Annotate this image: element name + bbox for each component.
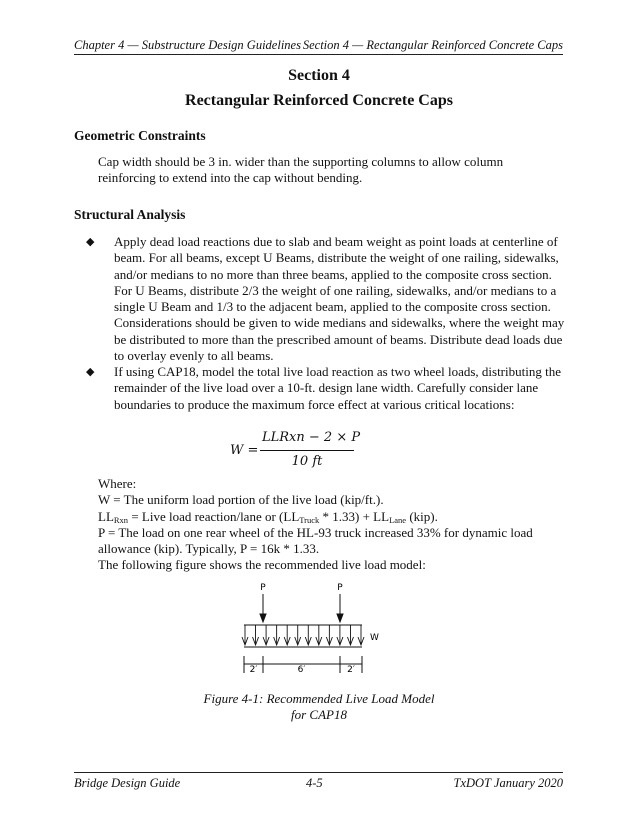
bullet-live-load-text: If using CAP18, model the total live load reaction as two wheel loads, distributing the remainder of the live load over a 10-ft. design lane width. Carefully consider lane boundaries to produce the maximum force effect at various critical locations:: [114, 364, 561, 412]
header-chapter: Chapter 4 — Substructure Design Guidelines: [74, 38, 301, 52]
section-title: Rectangular Reinforced Concrete Caps: [185, 92, 453, 109]
diamond-bullet-icon: ◆: [86, 366, 95, 378]
dimension-left: 2′: [249, 665, 258, 675]
bullet-dead-load-text: Apply dead load reactions due to slab and beam weight as point loads at centerline of beam. For all beams, except U Beams, distribute the weight of one railing, sidewalks, and/or medians to no more than three beams, applied to the composite cross section. For U Beams, distribute 2/3 the weight of one railing, sidewalks, and/or medians to a single U Beam and 1/3 to the adjacent beam, applied to the composite cross section. Considerations should be given to wide medians and sidewalks, where the weight may be distributed to more than the prescribed amount of beams. Distribute dead loads due to overlay evenly to all beams.: [114, 234, 565, 364]
figure-caption: [0, 691, 638, 723]
page-number: 4-5: [306, 776, 323, 790]
page-footer: [74, 772, 563, 791]
equation-numerator: LLRxn − 2 × P: [262, 430, 361, 445]
point-load-label-left: P: [260, 583, 266, 593]
where-label: Where:: [98, 476, 137, 491]
page-header: [74, 38, 563, 55]
footer-date: TxDOT January 2020: [453, 776, 563, 790]
heading-geometric-constraints: Geometric Constraints: [74, 128, 206, 143]
live-load-equation: [230, 430, 360, 470]
equation-denominator: 10 ft: [291, 454, 323, 469]
figure-caption-line1: Figure 4-1: Recommended Live Load Model: [203, 691, 435, 706]
uniform-load-arrows: [242, 625, 364, 645]
header-section: Section 4 — Rectangular Reinforced Concrete Caps: [302, 38, 563, 52]
dimension-middle: 6′: [297, 665, 306, 675]
footer-guide-title: Bridge Design Guide: [74, 776, 181, 790]
definition-ll-rxn: $LL_{Rxn}$ = Live load reaction/lane or $(LL_{Truck} * 1.33) + LL_{Lane}$ (kip).: [98, 508, 438, 525]
diamond-bullet-icon: ◆: [86, 236, 95, 248]
point-load-arrows: [260, 594, 343, 622]
dimension-right: 2′: [347, 665, 355, 675]
figure-intro: The following figure shows the recommended live load model:: [98, 557, 426, 573]
figure-caption-line2: for CAP18: [291, 707, 347, 722]
where-definitions: [98, 476, 564, 574]
heading-structural-analysis: Structural Analysis: [74, 207, 186, 222]
definition-p: P = The load on one rear wheel of the HL-93 truck increased 33% for dynamic load allowance (kip). Typically, P = 16k * 1.33.: [98, 524, 533, 557]
fraction-bar: [260, 450, 354, 451]
live-load-model-figure: [236, 578, 386, 686]
section-number: Section 4: [288, 67, 350, 84]
definition-w: W = The uniform load portion of the live load (kip/ft.).: [98, 492, 384, 508]
point-load-label-right: P: [337, 583, 343, 593]
equation-lhs: W =: [230, 443, 259, 458]
geometric-constraints-text: Cap width should be 3 in. wider than the supporting columns to allow column reinforcing to extend into the cap without bending.: [98, 154, 504, 186]
uniform-load-label: W: [370, 633, 379, 643]
